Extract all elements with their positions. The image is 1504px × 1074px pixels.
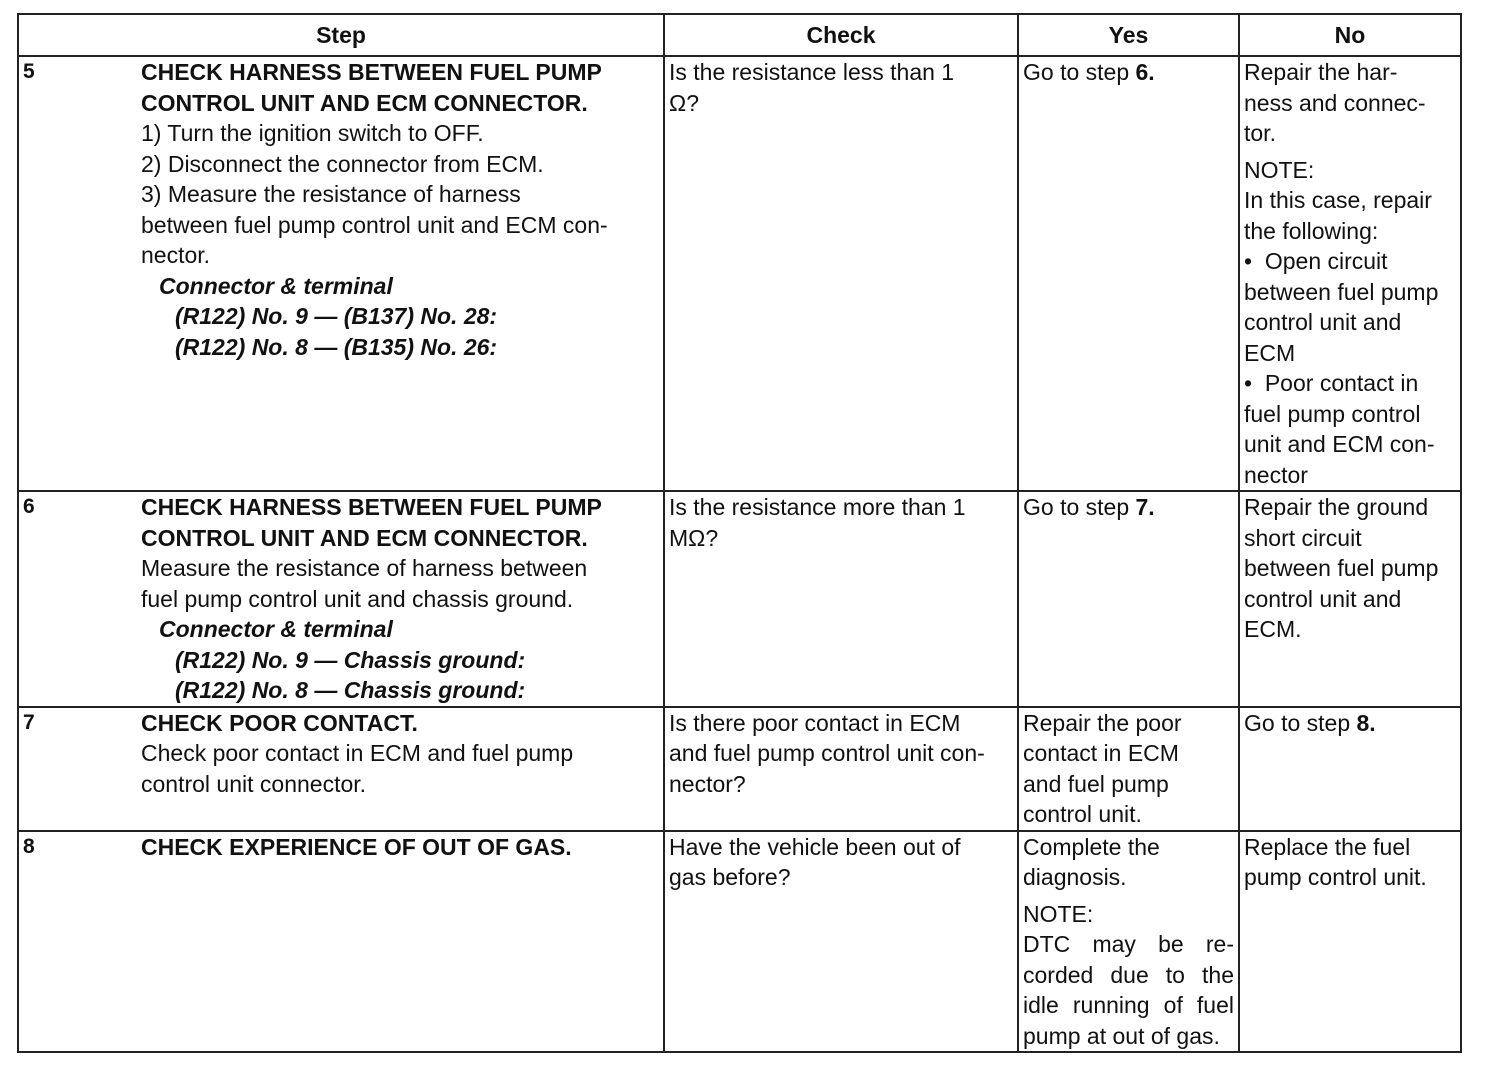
check-cell	[664, 56, 1018, 491]
check-cell	[664, 831, 1018, 1053]
instruction: between fuel pump control unit and ECM con-	[141, 211, 608, 238]
header-yes: Yes	[1018, 14, 1239, 56]
step-cell	[18, 56, 664, 491]
check-text: nector?	[669, 770, 746, 797]
no-cell	[1239, 491, 1461, 707]
yes-step-ref: 7.	[1135, 494, 1155, 520]
bullet-text: fuel pump control	[1244, 400, 1421, 427]
yes-cell	[1018, 56, 1239, 491]
bullet-item: • Open circuit	[1244, 246, 1456, 277]
no-text: control unit and	[1244, 585, 1402, 612]
bullet-text: between fuel pump	[1244, 278, 1439, 305]
note-label: NOTE:	[1244, 156, 1315, 183]
yes-cell	[1018, 491, 1239, 707]
yes-text: Complete the	[1023, 833, 1160, 860]
no-cell	[1239, 707, 1461, 831]
yes-text: diagnosis.	[1023, 864, 1127, 890]
step-number: 7	[23, 710, 35, 734]
bullet-item: • Poor contact in	[1244, 368, 1456, 399]
check-text: Have the vehicle been out of	[669, 833, 961, 860]
note-label: NOTE:	[1023, 900, 1094, 927]
table-row-step-5	[18, 56, 1461, 491]
step-title: CONTROL UNIT AND ECM CONNECTOR.	[141, 524, 588, 551]
step-cell	[18, 831, 664, 1053]
yes-text: control unit.	[1023, 801, 1142, 827]
check-text: Is the resistance more than 1	[669, 494, 966, 520]
no-text: between fuel pump	[1244, 555, 1439, 581]
step-title: CHECK HARNESS BETWEEN FUEL PUMP	[141, 59, 602, 85]
step-title: CHECK POOR CONTACT.	[141, 709, 418, 736]
no-cell	[1239, 831, 1461, 1053]
no-text: ECM.	[1244, 616, 1302, 642]
yes-text: contact in ECM	[1023, 740, 1179, 766]
bullet-text: nector	[1244, 461, 1308, 488]
header-row	[18, 14, 1461, 56]
instruction: 1) Turn the ignition switch to OFF.	[141, 120, 484, 146]
terminal-spec: (R122) No. 8 — (B135) No. 26:	[175, 333, 498, 360]
instruction: control unit connector.	[141, 770, 367, 797]
no-text: Replace the fuel	[1244, 833, 1411, 860]
yes-text: Go to step	[1023, 59, 1136, 85]
instruction: 3) Measure the resistance of harness	[141, 181, 521, 207]
terminal-spec: (R122) No. 8 — Chassis ground:	[175, 677, 526, 703]
step-title: CONTROL UNIT AND ECM CONNECTOR.	[141, 89, 588, 116]
bullet-text: control unit and	[1244, 309, 1402, 335]
no-text: Repair the ground	[1244, 494, 1429, 520]
instruction: nector.	[141, 242, 211, 268]
step-number: 8	[23, 834, 35, 858]
yes-cell	[1018, 831, 1239, 1053]
instruction: Check poor contact in ECM and fuel pump	[141, 740, 574, 766]
check-text: and fuel pump control unit con-	[669, 740, 985, 766]
step-number: 6	[23, 495, 35, 518]
no-text: tor.	[1244, 120, 1276, 146]
no-text: Go to step	[1244, 709, 1357, 736]
note-text: pump at out of gas.	[1023, 1022, 1220, 1049]
table-row-step-7	[18, 707, 1461, 831]
terminal-spec: (R122) No. 9 — (B137) No. 28:	[175, 303, 498, 329]
no-cell	[1239, 56, 1461, 491]
yes-text: Go to step	[1023, 494, 1136, 520]
instruction: 2) Disconnect the connector from ECM.	[141, 150, 544, 177]
yes-step-ref: 6.	[1135, 59, 1155, 85]
check-text: Ω?	[669, 89, 699, 116]
check-text: Is there poor contact in ECM	[669, 709, 961, 736]
no-text: Repair the har-	[1244, 59, 1398, 85]
no-text: pump control unit.	[1244, 864, 1427, 890]
table-row-step-6	[18, 491, 1461, 707]
terminal-spec: (R122) No. 9 — Chassis ground:	[175, 646, 526, 673]
note-text: idle running of fuel	[1023, 992, 1234, 1018]
bullet-text: unit and ECM con-	[1244, 431, 1435, 457]
diagnostic-table	[17, 13, 1462, 1053]
check-text: MΩ?	[669, 524, 719, 551]
check-cell	[664, 491, 1018, 707]
no-text: short circuit	[1244, 524, 1362, 551]
step-title: CHECK EXPERIENCE OF OUT OF GAS.	[141, 833, 572, 860]
step-title: CHECK HARNESS BETWEEN FUEL PUMP	[141, 494, 602, 520]
check-text: gas before?	[669, 864, 791, 890]
header-check: Check	[664, 14, 1018, 56]
yes-cell	[1018, 707, 1239, 831]
note-text: corded due to the	[1023, 961, 1234, 988]
check-cell	[664, 707, 1018, 831]
note-text: DTC may be re-	[1023, 931, 1234, 957]
step-cell	[18, 491, 664, 707]
note-text: In this case, repair	[1244, 187, 1432, 213]
instruction: fuel pump control unit and chassis ground.	[141, 585, 574, 612]
header-no: No	[1239, 14, 1461, 56]
yes-text: Repair the poor	[1023, 709, 1182, 736]
step-number: 5	[23, 60, 35, 83]
bullet-text: ECM	[1244, 339, 1296, 366]
table-row-step-8	[18, 831, 1461, 1053]
note-text: the following:	[1244, 217, 1379, 244]
instruction: Measure the resistance of harness between	[141, 555, 588, 581]
yes-text: and fuel pump	[1023, 770, 1169, 797]
step-cell	[18, 707, 664, 831]
connector-label: Connector & terminal	[159, 272, 393, 299]
header-step: Step	[18, 14, 664, 56]
connector-label: Connector & terminal	[159, 616, 393, 642]
no-step-ref: 8.	[1356, 709, 1376, 736]
no-text: ness and connec-	[1244, 89, 1426, 116]
check-text: Is the resistance less than 1	[669, 59, 955, 85]
